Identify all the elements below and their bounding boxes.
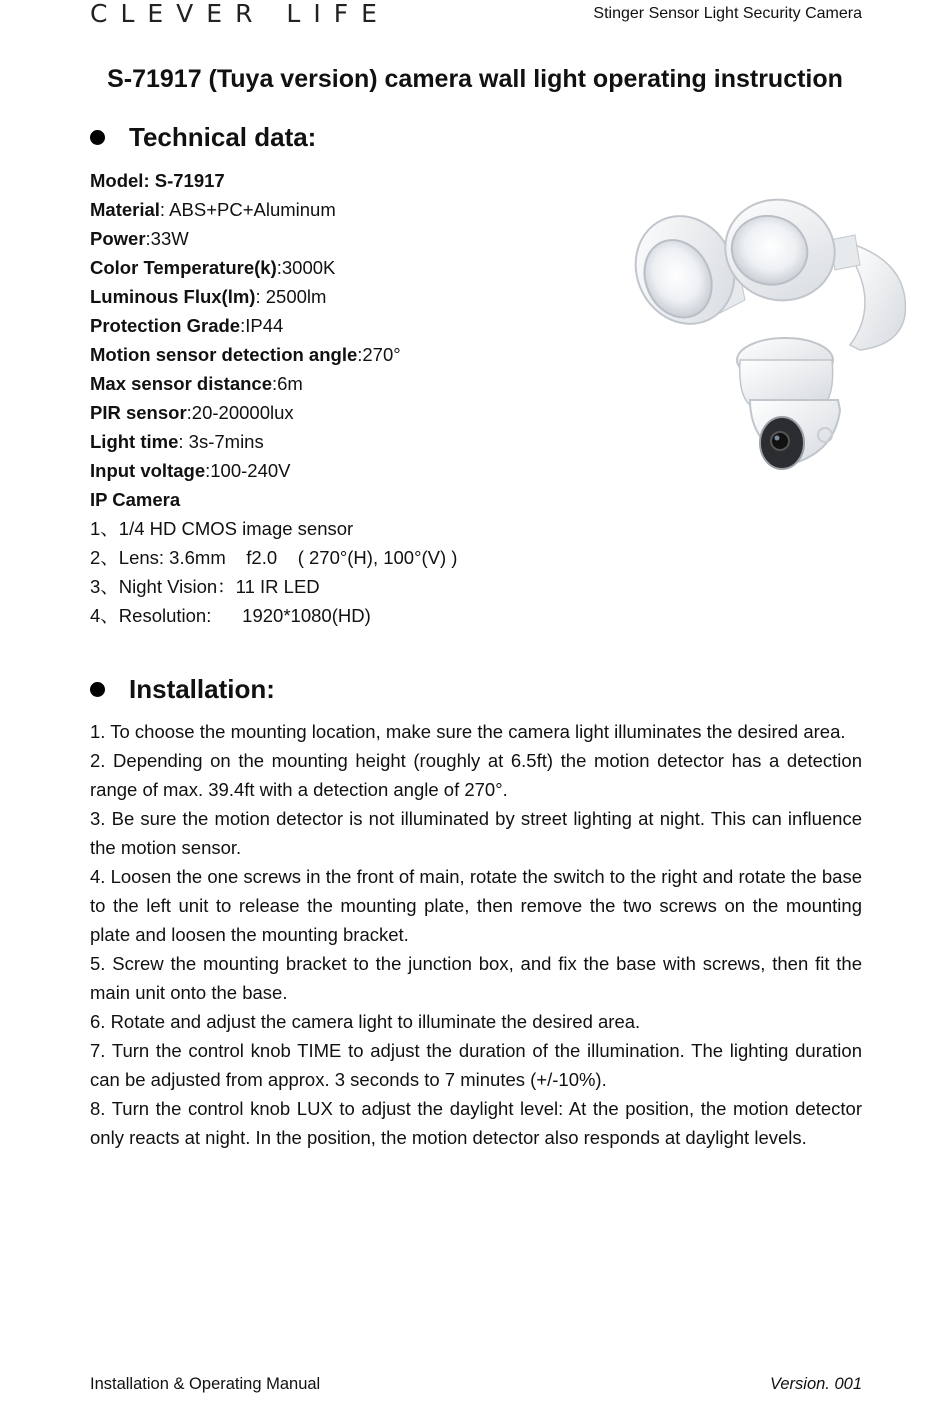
footer-manual-title: Installation & Operating Manual xyxy=(90,1375,321,1393)
spec-row-model xyxy=(90,166,610,195)
spec-value: :100-240V xyxy=(205,460,291,481)
spec-label: Max sensor distance xyxy=(90,373,272,394)
technical-data-heading xyxy=(90,119,316,155)
spec-label: Material xyxy=(90,199,160,220)
installation-step: 4. Loosen the one screws in the front of main, rotate the switch to the right and rotate the base to the left unit to release the mounting plate, then remove the two screws on the mounting plate and loosen the mounting bracket. xyxy=(90,866,862,945)
installation-step: 7. Turn the control knob TIME to adjust the duration of the illumination. The lighting duration can be adjusted from approx. 3 seconds to 7 minutes (+/-10%). xyxy=(90,1040,862,1090)
installation-step: 1. To choose the mounting location, make sure the camera light illuminates the desired area. xyxy=(90,721,846,742)
spec-value: :IP44 xyxy=(240,315,284,336)
spec-value: :6m xyxy=(272,373,303,394)
installation-step: 8. Turn the control knob LUX to adjust the daylight level: At the position, the motion detector only reacts at night. In the position, the motion detector also responds at daylight levels. xyxy=(90,1098,862,1148)
header-product-name: Stinger Sensor Light Security Camera xyxy=(593,5,862,22)
spec-label: Color Temperature(k) xyxy=(90,257,277,278)
spec-label: Light time xyxy=(90,431,179,452)
spec-row-detection-angle xyxy=(90,340,610,369)
spec-value: :33W xyxy=(145,228,189,249)
footer-version: Version. 001 xyxy=(769,1375,862,1393)
spec-row-pir-sensor xyxy=(90,398,610,427)
installation-step: 5. Screw the mounting bracket to the junction box, and fix the base with screws, then fit the main unit onto the base. xyxy=(90,953,862,1003)
brand-logo: CLEVER LIFE xyxy=(90,0,390,28)
spec-row-color-temperature xyxy=(90,253,610,282)
spec-label: PIR sensor xyxy=(90,402,187,423)
spec-row-protection-grade xyxy=(90,311,610,340)
camera-light-product-image xyxy=(620,195,915,495)
spec-row-input-voltage xyxy=(90,456,610,485)
spec-value: : ABS+PC+Aluminum xyxy=(159,199,336,220)
document-title: S-71917 (Tuya version) camera wall light operating instruction xyxy=(107,65,843,93)
bullet-icon xyxy=(90,130,105,145)
spec-label: IP Camera xyxy=(90,489,181,510)
spec-row-sensor-distance xyxy=(90,369,610,398)
spec-row-ip-camera xyxy=(90,485,610,514)
installation-step: 3. Be sure the motion detector is not illuminated by street lighting at night. This can influence the motion sensor. xyxy=(90,808,862,858)
installation-step: 2. Depending on the mounting height (roughly at 6.5ft) the motion detector has a detection range of max. 39.4ft with a detection angle of 270°. xyxy=(90,750,862,800)
spec-value: : 3s-7mins xyxy=(178,431,264,452)
spec-label: Power xyxy=(90,228,146,249)
spec-value: : 2500lm xyxy=(255,286,327,307)
installation-heading-text: Installation: xyxy=(129,673,275,704)
spec-value: :270° xyxy=(357,344,401,365)
spec-label: Protection Grade xyxy=(90,315,241,336)
spec-label: Model: S-71917 xyxy=(90,170,225,191)
camera-spec-item: 4、Resolution: 1920*1080(HD) xyxy=(90,605,371,626)
spec-row-light-time xyxy=(90,427,610,456)
installation-steps xyxy=(90,717,862,1152)
spec-label: Luminous Flux(lm) xyxy=(90,286,256,307)
spec-value: :3000K xyxy=(276,257,336,278)
spec-row-power xyxy=(90,224,610,253)
spec-value: :20-20000lux xyxy=(186,402,294,423)
technical-spec-list xyxy=(90,166,610,630)
spec-row-material xyxy=(90,195,610,224)
spec-row-luminous-flux xyxy=(90,282,610,311)
spec-label: Input voltage xyxy=(90,460,206,481)
camera-spec-item: 1、1/4 HD CMOS image sensor xyxy=(90,518,354,539)
bullet-icon xyxy=(90,682,105,697)
technical-data-heading-text: Technical data: xyxy=(129,121,317,152)
spec-label: Motion sensor detection angle xyxy=(90,344,358,365)
camera-spec-item: 3、Night Vision：11 IR LED xyxy=(90,576,320,597)
installation-step: 6. Rotate and adjust the camera light to illuminate the desired area. xyxy=(90,1011,641,1032)
installation-heading xyxy=(90,671,275,707)
camera-spec-item: 2、Lens: 3.6mm f2.0 ( 270°(H), 100°(V) ) xyxy=(90,547,458,568)
